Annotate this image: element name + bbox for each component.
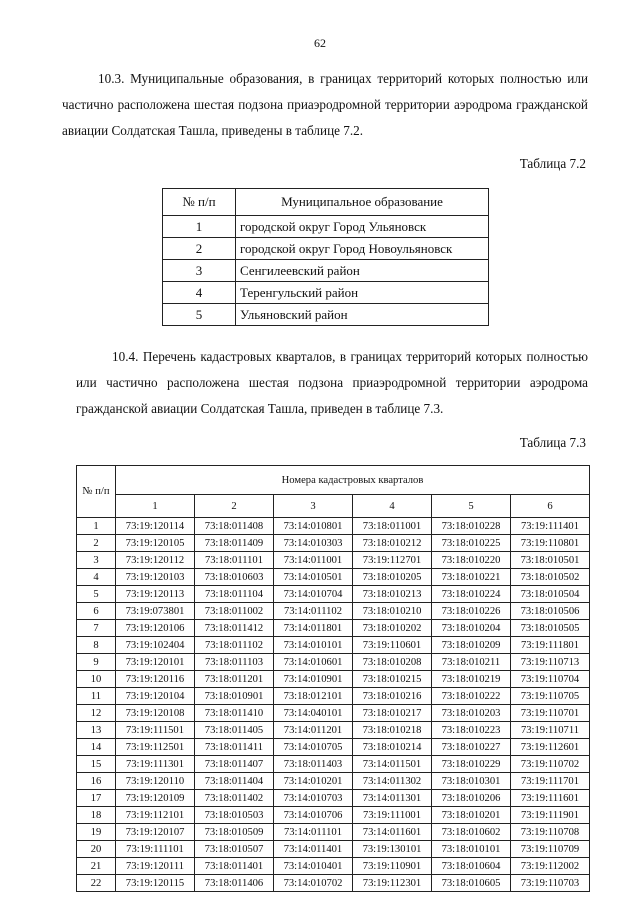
table-row	[77, 671, 590, 688]
cadastral-number: 73:18:010228	[432, 518, 511, 535]
cadastral-number: 73:19:120108	[116, 705, 195, 722]
municipality-name: городской округ Город Новоульяновск	[236, 238, 489, 260]
cadastral-number: 73:18:010217	[353, 705, 432, 722]
cadastral-number: 73:14:011302	[353, 773, 432, 790]
cadastral-number: 73:18:011101	[195, 552, 274, 569]
cadastral-number: 73:18:010203	[432, 705, 511, 722]
header-num: № п/п	[77, 466, 116, 518]
cadastral-number: 73:14:010801	[274, 518, 353, 535]
cadastral-number: 73:19:111901	[511, 807, 590, 824]
cadastral-number: 73:18:012101	[274, 688, 353, 705]
table-row	[163, 282, 489, 304]
cadastral-number: 73:19:120109	[116, 790, 195, 807]
cadastral-number: 73:18:010209	[432, 637, 511, 654]
table-row	[77, 790, 590, 807]
cadastral-number: 73:19:111701	[511, 773, 590, 790]
row-number: 3	[163, 260, 236, 282]
cadastral-number: 73:18:010227	[432, 739, 511, 756]
cadastral-number: 73:18:010901	[195, 688, 274, 705]
cadastral-number: 73:18:010210	[353, 603, 432, 620]
cadastral-number: 73:18:010204	[432, 620, 511, 637]
row-number: 10	[77, 671, 116, 688]
row-number: 11	[77, 688, 116, 705]
cadastral-number: 73:14:010101	[274, 637, 353, 654]
cadastral-number: 73:14:010303	[274, 535, 353, 552]
cadastral-number: 73:19:120113	[116, 586, 195, 603]
table-row	[77, 552, 590, 569]
column-header: 6	[511, 495, 590, 518]
cadastral-number: 73:18:010221	[432, 569, 511, 586]
table-row	[77, 841, 590, 858]
cadastral-number: 73:18:011411	[195, 739, 274, 756]
column-header: 5	[432, 495, 511, 518]
cadastral-number: 73:18:011407	[195, 756, 274, 773]
cadastral-number: 73:19:112701	[353, 552, 432, 569]
cadastral-number: 73:14:010706	[274, 807, 353, 824]
cadastral-number: 73:14:010201	[274, 773, 353, 790]
cadastral-number: 73:14:011101	[274, 824, 353, 841]
row-number: 4	[77, 569, 116, 586]
cadastral-number: 73:19:111801	[511, 637, 590, 654]
table-row	[77, 569, 590, 586]
cadastral-number: 73:19:110711	[511, 722, 590, 739]
cadastral-number: 73:14:010705	[274, 739, 353, 756]
table-row	[77, 858, 590, 875]
cadastral-number: 73:18:010225	[432, 535, 511, 552]
cadastral-number: 73:19:112501	[116, 739, 195, 756]
row-number: 13	[77, 722, 116, 739]
cadastral-number: 73:18:010220	[432, 552, 511, 569]
cadastral-number: 73:18:010504	[511, 586, 590, 603]
row-number: 14	[77, 739, 116, 756]
paragraph-10-3: 10.3. Муниципальные образования, в границах территорий которых полностью или частично расположена шестая подзона приаэродромной территории аэродрома гражданской авиации Солдатская Ташла, приведены в таблице 7.2.	[62, 71, 588, 138]
row-number: 12	[77, 705, 116, 722]
cadastral-number: 73:18:010229	[432, 756, 511, 773]
cadastral-number: 73:18:010223	[432, 722, 511, 739]
cadastral-number: 73:19:120106	[116, 620, 195, 637]
table-row	[77, 824, 590, 841]
table-row	[77, 688, 590, 705]
table-row	[77, 654, 590, 671]
table-row	[77, 756, 590, 773]
cadastral-number: 73:19:111501	[116, 722, 195, 739]
row-number: 3	[77, 552, 116, 569]
cadastral-number: 73:18:010212	[353, 535, 432, 552]
cadastral-number: 73:14:011001	[274, 552, 353, 569]
cadastral-number: 73:19:120111	[116, 858, 195, 875]
municipality-name: Теренгульский район	[236, 282, 489, 304]
table-row	[77, 586, 590, 603]
cadastral-number: 73:19:112101	[116, 807, 195, 824]
cadastral-number: 73:19:073801	[116, 603, 195, 620]
row-number: 8	[77, 637, 116, 654]
cadastral-number: 73:18:011104	[195, 586, 274, 603]
cadastral-number: 73:14:011102	[274, 603, 353, 620]
cadastral-number: 73:18:010603	[195, 569, 274, 586]
cadastral-number: 73:19:112601	[511, 739, 590, 756]
cadastral-number: 73:18:011412	[195, 620, 274, 637]
row-number: 6	[77, 603, 116, 620]
table-row	[77, 518, 590, 535]
cadastral-number: 73:19:110703	[511, 875, 590, 892]
cadastral-number: 73:19:111401	[511, 518, 590, 535]
cadastral-number: 73:14:011201	[274, 722, 353, 739]
cadastral-number: 73:19:111301	[116, 756, 195, 773]
cadastral-number: 73:18:010214	[353, 739, 432, 756]
table-row	[77, 620, 590, 637]
cadastral-number: 73:14:011501	[353, 756, 432, 773]
table-row	[77, 875, 590, 892]
table-row	[77, 603, 590, 620]
table-row	[163, 216, 489, 238]
municipality-name: Сенгилеевский район	[236, 260, 489, 282]
cadastral-number: 73:19:111001	[353, 807, 432, 824]
cadastral-number: 73:18:010201	[432, 807, 511, 824]
cadastral-number: 73:18:010226	[432, 603, 511, 620]
cadastral-number: 73:19:102404	[116, 637, 195, 654]
cadastral-number: 73:19:110601	[353, 637, 432, 654]
cadastral-number: 73:19:120114	[116, 518, 195, 535]
cadastral-number: 73:14:040101	[274, 705, 353, 722]
municipality-name: Ульяновский район	[236, 304, 489, 326]
table-row	[77, 535, 590, 552]
cadastral-number: 73:18:010218	[353, 722, 432, 739]
table-7-2-caption: Таблица 7.2	[519, 156, 586, 171]
row-number: 22	[77, 875, 116, 892]
cadastral-number: 73:18:010205	[353, 569, 432, 586]
cadastral-number: 73:18:011404	[195, 773, 274, 790]
cadastral-number: 73:18:010502	[511, 569, 590, 586]
cadastral-number: 73:18:010224	[432, 586, 511, 603]
cadastral-number: 73:18:011410	[195, 705, 274, 722]
cadastral-number: 73:14:010704	[274, 586, 353, 603]
row-number: 4	[163, 282, 236, 304]
cadastral-number: 73:19:120101	[116, 654, 195, 671]
table-row	[77, 637, 590, 654]
row-number: 20	[77, 841, 116, 858]
municipality-name: городской округ Город Ульяновск	[236, 216, 489, 238]
cadastral-number: 73:14:010702	[274, 875, 353, 892]
column-header: 1	[116, 495, 195, 518]
cadastral-number: 73:19:110713	[511, 654, 590, 671]
municipalities-table	[162, 188, 489, 326]
cadastral-number: 73:18:010602	[432, 824, 511, 841]
row-number: 18	[77, 807, 116, 824]
row-number: 5	[77, 586, 116, 603]
table-row	[163, 304, 489, 326]
cadastral-number: 73:19:120107	[116, 824, 195, 841]
cadastral-number: 73:18:011102	[195, 637, 274, 654]
cadastral-number: 73:18:010222	[432, 688, 511, 705]
cadastral-number: 73:14:010703	[274, 790, 353, 807]
cadastral-number: 73:19:120104	[116, 688, 195, 705]
cadastral-number: 73:19:110801	[511, 535, 590, 552]
cadastral-number: 73:18:010211	[432, 654, 511, 671]
cadastral-number: 73:18:010509	[195, 824, 274, 841]
cadastral-number: 73:18:011409	[195, 535, 274, 552]
cadastral-number: 73:18:011408	[195, 518, 274, 535]
cadastral-number: 73:19:110709	[511, 841, 590, 858]
cadastral-number: 73:19:110704	[511, 671, 590, 688]
cadastral-number: 73:19:110708	[511, 824, 590, 841]
column-header: 2	[195, 495, 274, 518]
column-header: 3	[274, 495, 353, 518]
cadastral-number: 73:19:120105	[116, 535, 195, 552]
cadastral-number: 73:14:010401	[274, 858, 353, 875]
cadastral-number: 73:19:110701	[511, 705, 590, 722]
row-number: 19	[77, 824, 116, 841]
table-row	[77, 722, 590, 739]
cadastral-number: 73:18:010202	[353, 620, 432, 637]
cadastral-number: 73:19:111101	[116, 841, 195, 858]
cadastral-number: 73:14:010601	[274, 654, 353, 671]
cadastral-number: 73:18:010505	[511, 620, 590, 637]
cadastral-number: 73:18:010501	[511, 552, 590, 569]
cadastral-number: 73:14:010901	[274, 671, 353, 688]
row-number: 9	[77, 654, 116, 671]
cadastral-number: 73:14:011801	[274, 620, 353, 637]
cadastral-quarters-table	[76, 465, 590, 892]
cadastral-number: 73:19:120116	[116, 671, 195, 688]
cadastral-number: 73:14:011301	[353, 790, 432, 807]
cadastral-number: 73:18:010213	[353, 586, 432, 603]
cadastral-number: 73:18:010301	[432, 773, 511, 790]
row-number: 21	[77, 858, 116, 875]
cadastral-number: 73:19:112301	[353, 875, 432, 892]
table-row	[163, 260, 489, 282]
cadastral-number: 73:18:011403	[274, 756, 353, 773]
cadastral-number: 73:18:010215	[353, 671, 432, 688]
row-number: 2	[77, 535, 116, 552]
cadastral-number: 73:19:120110	[116, 773, 195, 790]
cadastral-number: 73:14:011601	[353, 824, 432, 841]
table-row	[77, 705, 590, 722]
row-number: 17	[77, 790, 116, 807]
row-number: 16	[77, 773, 116, 790]
cadastral-number: 73:19:112002	[511, 858, 590, 875]
cadastral-number: 73:19:110901	[353, 858, 432, 875]
cadastral-number: 73:19:110702	[511, 756, 590, 773]
cadastral-number: 73:18:010216	[353, 688, 432, 705]
cadastral-number: 73:18:011402	[195, 790, 274, 807]
row-number: 2	[163, 238, 236, 260]
cadastral-number: 73:18:011405	[195, 722, 274, 739]
row-number: 1	[77, 518, 116, 535]
cadastral-number: 73:18:011401	[195, 858, 274, 875]
cadastral-number: 73:18:010208	[353, 654, 432, 671]
cadastral-number: 73:18:010206	[432, 790, 511, 807]
cadastral-number: 73:18:010219	[432, 671, 511, 688]
table-row	[77, 807, 590, 824]
cadastral-number: 73:19:120115	[116, 875, 195, 892]
cadastral-number: 73:18:010507	[195, 841, 274, 858]
table-row	[77, 739, 590, 756]
page-number: 62	[314, 36, 326, 50]
cadastral-number: 73:18:010506	[511, 603, 590, 620]
cadastral-number: 73:19:120112	[116, 552, 195, 569]
cadastral-number: 73:18:010503	[195, 807, 274, 824]
cadastral-number: 73:18:010605	[432, 875, 511, 892]
row-number: 5	[163, 304, 236, 326]
cadastral-number: 73:18:010101	[432, 841, 511, 858]
cadastral-number: 73:18:011406	[195, 875, 274, 892]
row-number: 15	[77, 756, 116, 773]
paragraph-10-4: 10.4. Перечень кадастровых кварталов, в границах территорий которых полностью или частично расположена шестая подзона приаэродромной территории аэродрома гражданской авиации Солдатская Ташла, приведен в таблице 7.3.	[76, 349, 588, 416]
cadastral-number: 73:14:011401	[274, 841, 353, 858]
cadastral-number: 73:18:011201	[195, 671, 274, 688]
table-row	[77, 773, 590, 790]
row-number: 7	[77, 620, 116, 637]
cadastral-number: 73:18:010604	[432, 858, 511, 875]
cadastral-number: 73:18:011001	[353, 518, 432, 535]
table-row	[163, 238, 489, 260]
cadastral-number: 73:14:010501	[274, 569, 353, 586]
column-header: 4	[353, 495, 432, 518]
cadastral-number: 73:19:120103	[116, 569, 195, 586]
header-municipality: Муниципальное образование	[236, 189, 489, 216]
cadastral-number: 73:18:011103	[195, 654, 274, 671]
table-7-3-caption: Таблица 7.3	[519, 435, 586, 450]
header-num: № п/п	[163, 189, 236, 216]
cadastral-number: 73:18:011002	[195, 603, 274, 620]
cadastral-number: 73:19:110705	[511, 688, 590, 705]
cadastral-number: 73:19:130101	[353, 841, 432, 858]
cadastral-number: 73:19:111601	[511, 790, 590, 807]
row-number: 1	[163, 216, 236, 238]
header-cadastral-numbers: Номера кадастровых кварталов	[116, 466, 590, 495]
